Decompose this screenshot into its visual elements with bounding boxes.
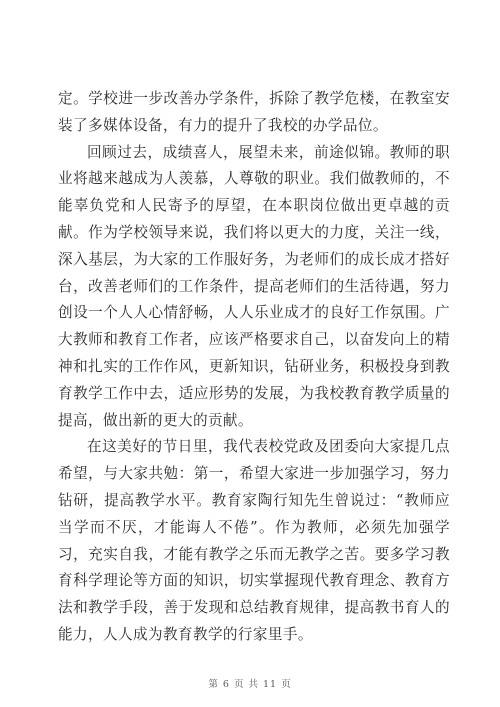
document-body	[58, 86, 450, 649]
page-number-footer: 第 6 页 共 11 页	[208, 679, 292, 690]
paragraph-1: 定。学校进一步改善办学条件，拆除了教学危楼，在教室安装了多媒体设备，有力的提升了我校的办学品位。	[58, 90, 450, 134]
paragraph-3: 在这美好的节日里，我代表校党政及团委向大家提几点希望，与大家共勉：第一，希望大家进一步加强学习，努力钻研，提高教学水平。教育家陶行知先生曾说过：“教师应当学而不厌，才能诲人不倦”。作为教师，必须先加强学习，充实自我，才能有教学之乐而无教学之苦。要多学习教育科学理论等方面的知识，切实掌握现代教育理念、教育方法和教学手段，善于发现和总结教育规律，提高教书育人的能力，人人成为教育教学的行家里手。	[58, 438, 450, 643]
paragraph-2: 回顾过去，成绩喜人，展望未来，前途似锦。教师的职业将越来越成为人羡慕，人尊敬的职业。我们做教师的，不能辜负党和人民寄予的厚望，在本职岗位做出更卓越的贡献。作为学校领导来说，我们将以更大的力度，关注一线，深入基层，为大家的工作服好务，为老师们的成长成才搭好台，改善老师们的工作条件，提高老师们的生活待遇，努力创设一个人人心情舒畅，人人乐业成才的良好工作氛围。广大教师和教育工作者，应该严格要求自己，以奋发向上的精神和扎实的工作作风，更新知识，钻研业务，积极投身到教育教学工作中去，适应形势的发展，为我校教育教学质量的提高，做出新的更大的贡献。	[58, 143, 450, 429]
